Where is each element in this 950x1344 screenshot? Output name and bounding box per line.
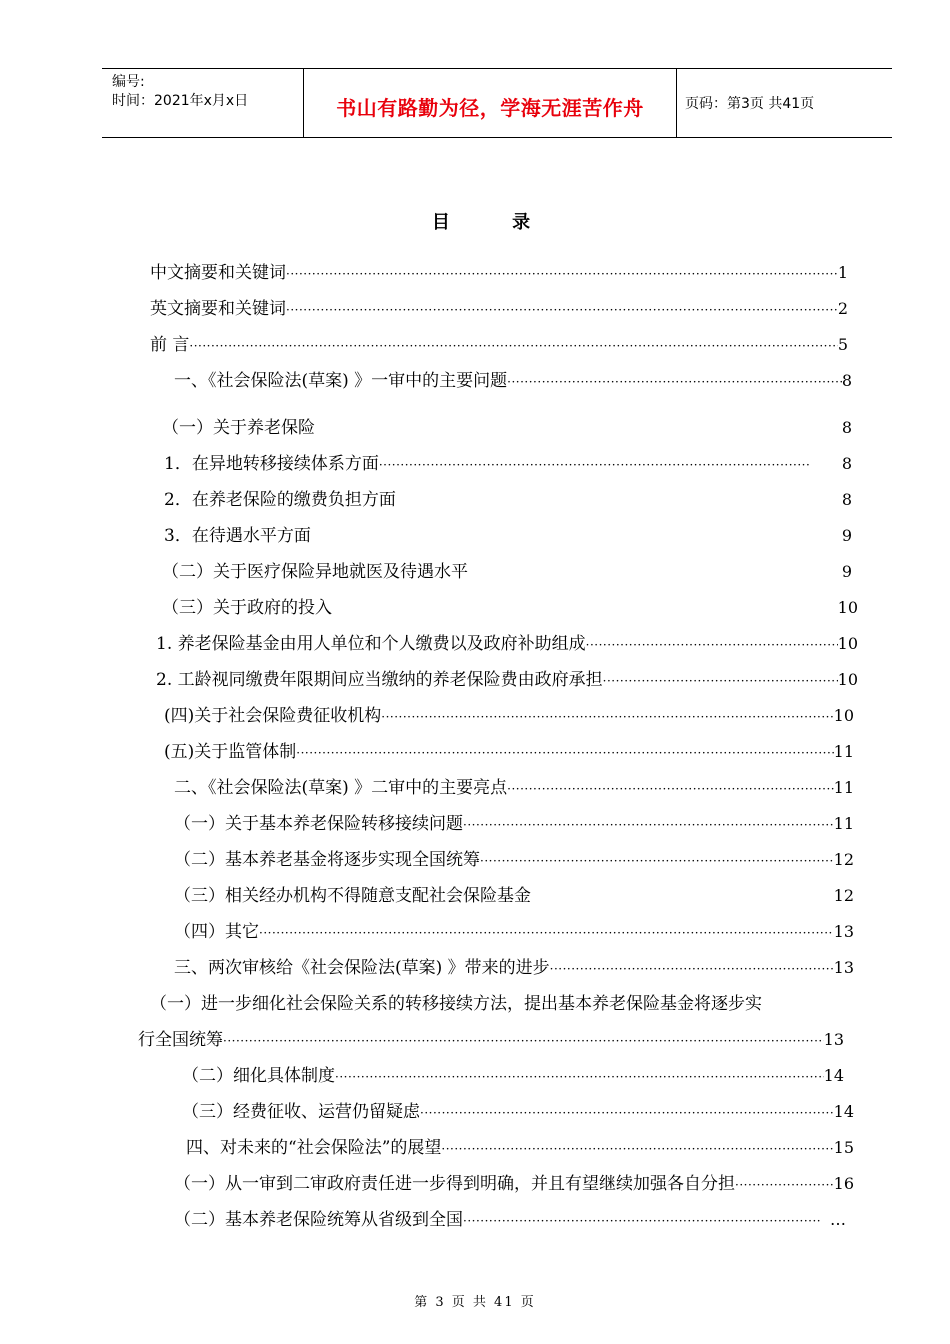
page-footer: 第 3 页 共 41 页 [414, 1295, 536, 1310]
leader-dots [550, 962, 834, 976]
toc-entry [150, 989, 858, 1013]
toc-entry-page: … [830, 1210, 846, 1229]
toc-entry-label: （四）其它 [174, 922, 259, 942]
toc-entry-page: 13 [823, 1030, 844, 1049]
toc-entry-label: （二）基本养老基金将逐步实现全国统筹 [174, 850, 480, 870]
toc-entry [174, 1169, 854, 1193]
toc-entry [174, 917, 854, 941]
toc-entry-page: 16 [833, 1174, 854, 1193]
toc-entry-label: （一）进一步细化社会保险关系的转移接续方法，提出基本养老保险基金将逐步实 [150, 994, 762, 1014]
toc-entry-page: 14 [823, 1066, 844, 1085]
toc-entry-label: 2. 工龄视同缴费年限期间应当缴纳的养老保险费由政府承担 [156, 670, 603, 690]
toc-entry [156, 629, 858, 653]
toc-entry-label: （二）基本养老保险统筹从省级到全国 [174, 1210, 463, 1230]
toc-entry-label: 1. 养老保险基金由用人单位和个人缴费以及政府补助组成 [156, 634, 586, 654]
leader-dots [286, 267, 838, 281]
toc-entry-label: 1．在异地转移接续体系方面 [164, 454, 379, 474]
motto: 书山有路勤为径，学海无涯苦作舟 [336, 96, 644, 120]
toc-entry [174, 953, 854, 977]
toc-entry [174, 366, 852, 390]
toc-entry [174, 881, 854, 905]
toc-entry-page: 8 [841, 490, 852, 509]
toc-entry [174, 809, 854, 833]
toc-entry [150, 258, 848, 282]
toc-entry-label: 2．在养老保险的缴费负担方面 [164, 490, 396, 510]
toc-entry [162, 413, 852, 437]
toc-entry-label: （一）关于基本养老保险转移接续问题 [174, 814, 463, 834]
toc-entry-label: 四、对未来的“社会保险法”的展望 [186, 1138, 442, 1158]
time-label: 时间：2021年x月x日 [112, 93, 249, 109]
header-left-cell [102, 69, 304, 137]
leader-dots [735, 1178, 834, 1192]
leader-dots [335, 1070, 824, 1084]
toc-entry [162, 557, 852, 581]
toc-entry-page: 8 [841, 371, 852, 390]
toc-entry [174, 1205, 846, 1229]
toc-entry [138, 1025, 844, 1049]
toc-entry-page: 11 [833, 778, 854, 797]
toc-entry-page: 12 [833, 850, 854, 869]
toc-entry-label: (四)关于社会保险费征收机构 [164, 706, 382, 726]
toc-entry-label: (五)关于监管体制 [164, 742, 297, 762]
toc-entry-page: 13 [833, 922, 854, 941]
leader-dots [420, 1106, 834, 1120]
toc-entry [164, 737, 854, 761]
toc-entry-label: （三）经费征收、运营仍留疑虑 [182, 1102, 420, 1122]
toc-entry-label: （二）关于医疗保险异地就医及待遇水平 [162, 562, 468, 582]
toc-entry-page: 8 [841, 418, 852, 437]
toc-entry [182, 1061, 844, 1085]
toc-entry [186, 1133, 854, 1157]
leader-dots [223, 1034, 824, 1048]
toc-entry-label: （三）关于政府的投入 [162, 598, 332, 618]
toc-entry [174, 773, 854, 797]
toc-entry-label: （二）细化具体制度 [182, 1066, 335, 1086]
toc-entry-label: 三、两次审核给《社会保险法(草案) 》带来的进步 [174, 958, 550, 978]
leader-dots [189, 339, 837, 353]
toc-entry-page: 13 [833, 958, 854, 977]
toc-entry-label: （一）关于养老保险 [162, 418, 315, 438]
page-header [102, 68, 892, 138]
leader-dots [463, 818, 834, 832]
toc-entry [162, 593, 858, 617]
leader-dots [603, 674, 838, 688]
toc-entry-label: 一、《社会保险法(草案) 》一审中的主要问题 [174, 371, 508, 391]
toc-entry [164, 485, 852, 509]
toc-entry-label: 行全国统筹 [138, 1030, 223, 1050]
toc-entry-page: 9 [841, 562, 852, 581]
toc-entry [182, 1097, 854, 1121]
toc-entry-label: （一）从一审到二审政府责任进一步得到明确，并且有望继续加强各自分担 [174, 1174, 735, 1194]
toc-entry-label: 英文摘要和关键词 [150, 299, 286, 319]
toc-entry-page: 12 [833, 886, 854, 905]
toc-entry [156, 665, 858, 689]
leader-dots [507, 782, 833, 796]
leader-dots [379, 458, 809, 472]
leader-dots [259, 926, 834, 940]
toc-entry-page: 15 [833, 1138, 854, 1157]
leader-dots [480, 854, 834, 868]
leader-dots [463, 1214, 822, 1228]
toc-entry-label: 中文摘要和关键词 [150, 263, 286, 283]
toc-entry-page: 10 [837, 634, 858, 653]
number-label: 编号: [112, 74, 145, 90]
toc-entry [164, 521, 852, 545]
toc-entry-page: 5 [837, 335, 848, 354]
page-code: 页码：第3页 共41页 [685, 96, 815, 112]
leader-dots [586, 638, 838, 652]
toc-entry-label: 前 言 [150, 335, 190, 355]
leader-dots [296, 746, 833, 760]
leader-dots [441, 1142, 833, 1156]
toc-entry [164, 701, 854, 725]
toc-entry-page: 10 [837, 670, 858, 689]
toc-entry-label: 二、《社会保险法(草案) 》二审中的主要亮点 [174, 778, 508, 798]
toc-entry-page: 2 [837, 299, 848, 318]
toc-entry-page: 14 [833, 1102, 854, 1121]
header-motto-cell [304, 69, 677, 137]
toc-entry-page: 11 [833, 814, 854, 833]
toc-entry-page: 10 [833, 706, 854, 725]
toc-entry-label: 3．在待遇水平方面 [164, 526, 311, 546]
toc-entry-page: 10 [837, 598, 858, 617]
toc-entry-page: 8 [841, 454, 852, 473]
toc-title: 目 录 [431, 212, 559, 233]
leader-dots [286, 303, 838, 317]
toc-entry [174, 845, 854, 869]
toc-entry [150, 294, 848, 318]
header-right-cell [677, 69, 892, 137]
toc-entry [164, 449, 852, 473]
toc-entry-label: （三）相关经办机构不得随意支配社会保险基金 [174, 886, 531, 906]
toc-entry-page: 9 [841, 526, 852, 545]
toc-entry-page: 1 [837, 263, 848, 282]
leader-dots [507, 375, 842, 389]
toc-entry-page: 11 [833, 742, 854, 761]
leader-dots [381, 710, 833, 724]
toc-entry [150, 330, 848, 354]
